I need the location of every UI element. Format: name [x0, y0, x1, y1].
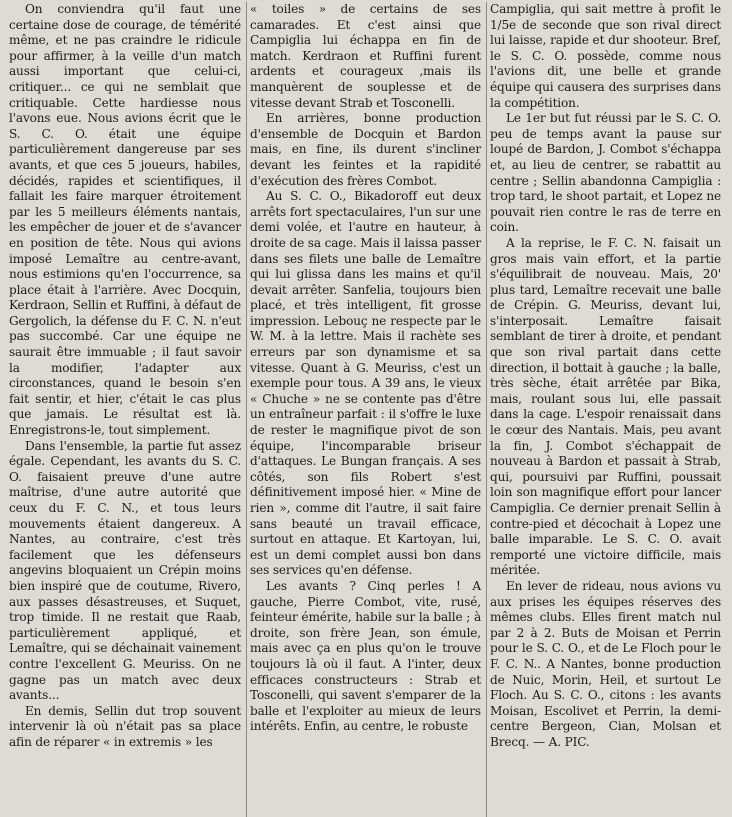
article-column-2: [246, 2, 486, 817]
paragraph: On conviendra qu'il faut une certaine dose de courage, de témérité même, et ne pas craindre le ridicule pour affirmer, à la veille d'un match aussi important que celui-ci, critiquer... ce qui ne semblait que critiquable. Cette hardiesse nous l'avons eue. Nous avions écrit que le S. C. O. était une équipe particulièrement dangereuse par ses avants, et que ces 5 joueurs, habiles, décidés, rapides et scientifiques, il fallait les faire marquer étroitement par les 5 meilleurs éléments nantais, les empêcher de jouer et de s'avancer en position de tête. Nous qui avions imposé Lemaître au centre-avant, nous estimions qu'en l'occurrence, sa place était à l'arrière. Avec Docquin, Kerdraon, Sellin et Ruffini, à défaut de Gergolich, la défense du F. C. N. n'eut pas succombé. Car une équipe ne saurait être immuable ; il faut savoir la modifier, l'adapter aux circonstances, quand le besoin s'en fait sentir, et hier, c'était le cas plus que jamais. Le résultat est là. Enregistrons-le, tout simplement.: [9, 2, 241, 438]
article-column-3: [486, 2, 726, 817]
paragraph: En lever de rideau, nous avions vu aux prises les équipes réserves des mêmes clubs. Elles firent match nul par 2 à 2. Buts de Moisan et Perrin pour le S. C. O., et de Le Floch pour le F. C. N.. A Nantes, bonne production de Nuic, Morin, Heil, et surtout Le Floch. Au S. C. O., citons : les avants Moisan, Escolivet et Perrin, la demi-centre Bergeon, Cian, Molsan et Brecq. — A. PIC.: [490, 578, 721, 749]
paragraph: « toiles » de certains de ses camarades. Et c'est ainsi que Campiglia lui échappa en fin de match. Kerdraon et Ruffini furent ardents et courageux ,mais ils manquèrent de souplesse et de vitesse devant Strab et Tosconelli.: [250, 2, 481, 110]
paragraph: Le 1er but fut réussi par le S. C. O. peu de temps avant la pause sur loupé de Bardon, J. Combot s'échappa et, au lieu de centrer, se rabattit au centre ; Sellin abandonna Campiglia : trop tard, le shoot partait, et Lopez ne pouvait rien contre le ras de terre en coin.: [490, 111, 721, 235]
paragraph: Les avants ? Cinq perles ! A gauche, Pierre Combot, vite, rusé, feinteur émérite, habile sur la balle ; à droite, son frère Jean, son émule, mais avec ça en plus qu'on le trouve toujours là où il faut. A l'inter, deux efficaces constructeurs : Strab et Tosconelli, qui savent s'emparer de la balle et l'exploiter au mieux de leurs intérêts. Enfin, au centre, le robuste: [250, 578, 481, 734]
paragraph: Au S. C. O., Bikadoroff eut deux arrêts fort spectaculaires, l'un sur une demi volée, et l'autre en hauteur, à droite de sa cage. Mais il laissa passer dans ses filets une balle de Lemaître qui lui glissa dans les mains et qu'il devait arrêter. Sanfelia, toujours bien placé, et très intelligent, fit grosse impression. Lebouç ne respecte par le W. M. à la lettre. Mais il rachète ses erreurs par son dynamisme et sa vitesse. Quant à G. Meuriss, c'est un exemple pour tous. A 39 ans, le vieux « Chuche » ne se contente pas d'être un entraîneur parfait : il s'offre le luxe de rester le magnifique pivot de son équipe, l'incomparable briseur d'attaques. Le Bungan français. A ses côtés, son fils Robert s'est définitivement imposé hier. « Mine de rien », comme dit l'autre, il sait faire sans beauté un travail efficace, surtout en attaque. Et Kartoyan, lui, est un demi complet aussi bon dans ses services qu'en défense.: [250, 189, 481, 578]
paragraph: Campiglia, qui sait mettre à profit le 1/5e de seconde que son rival direct lui laisse, rapide et dur shooteur. Bref, le S. C. O. possède, comme nous l'avions dit, une belle et grande équipe qui causera des surprises dans la compétition.: [490, 2, 721, 110]
paragraph: A la reprise, le F. C. N. faisait un gros mais vain effort, et la partie s'équilibrait de nouveau. Mais, 20' plus tard, Lemaître recevait une balle de Crépin. G. Meuriss, devant lui, s'interposait. Lemaître faisait semblant de tirer à droite, et pendant que son rival partait dans cette direction, il bottait à gauche ; la balle, très sèche, était arrêtée par Bika, mais, roulant sous lui, elle passait dans la cage. L'espoir renaissait dans le cœur des Nantais. Mais, peu avant la fin, J. Combot s'échappait de nouveau à Bardon et passait à Strab, qui, poursuivi par Ruffini, poussait loin son magnifique effort pour lancer Campiglia. Ce dernier prenait Sellin à contre-pied et décochait à Lopez une balle imparable. Le S. C. O. avait remporté une victoire difficile, mais méritée.: [490, 235, 721, 578]
paragraph: En demis, Sellin dut trop souvent intervenir là où n'était pas sa place afin de réparer « in extremis » les: [9, 703, 241, 749]
paragraph: En arrières, bonne production d'ensemble de Docquin et Bardon mais, en fine, ils durent s'incliner devant les feintes et la rapidité d'exécution des frères Combot.: [250, 111, 481, 188]
paragraph: Dans l'ensemble, la partie fut assez égale. Cependant, les avants du S. C. O. faisaient preuve d'une autre maîtrise, d'une autre autorité que ceux du F. C. N., et tous leurs mouvements étaient dangereux. A Nantes, au contraire, c'est très facilement que les défenseurs angevins bloquaient un Crépin moins bien inspiré que de coutume, Rivero, aux passes désastreuses, et Suquet, trop timide. Il ne restait que Raab, particulièrement appliqué, et Lemaître, qui se déchainait vainement contre l'excellent G. Meuriss. On ne gagne pas un match avec deux avants...: [9, 438, 241, 703]
article-column-1: [6, 2, 246, 817]
